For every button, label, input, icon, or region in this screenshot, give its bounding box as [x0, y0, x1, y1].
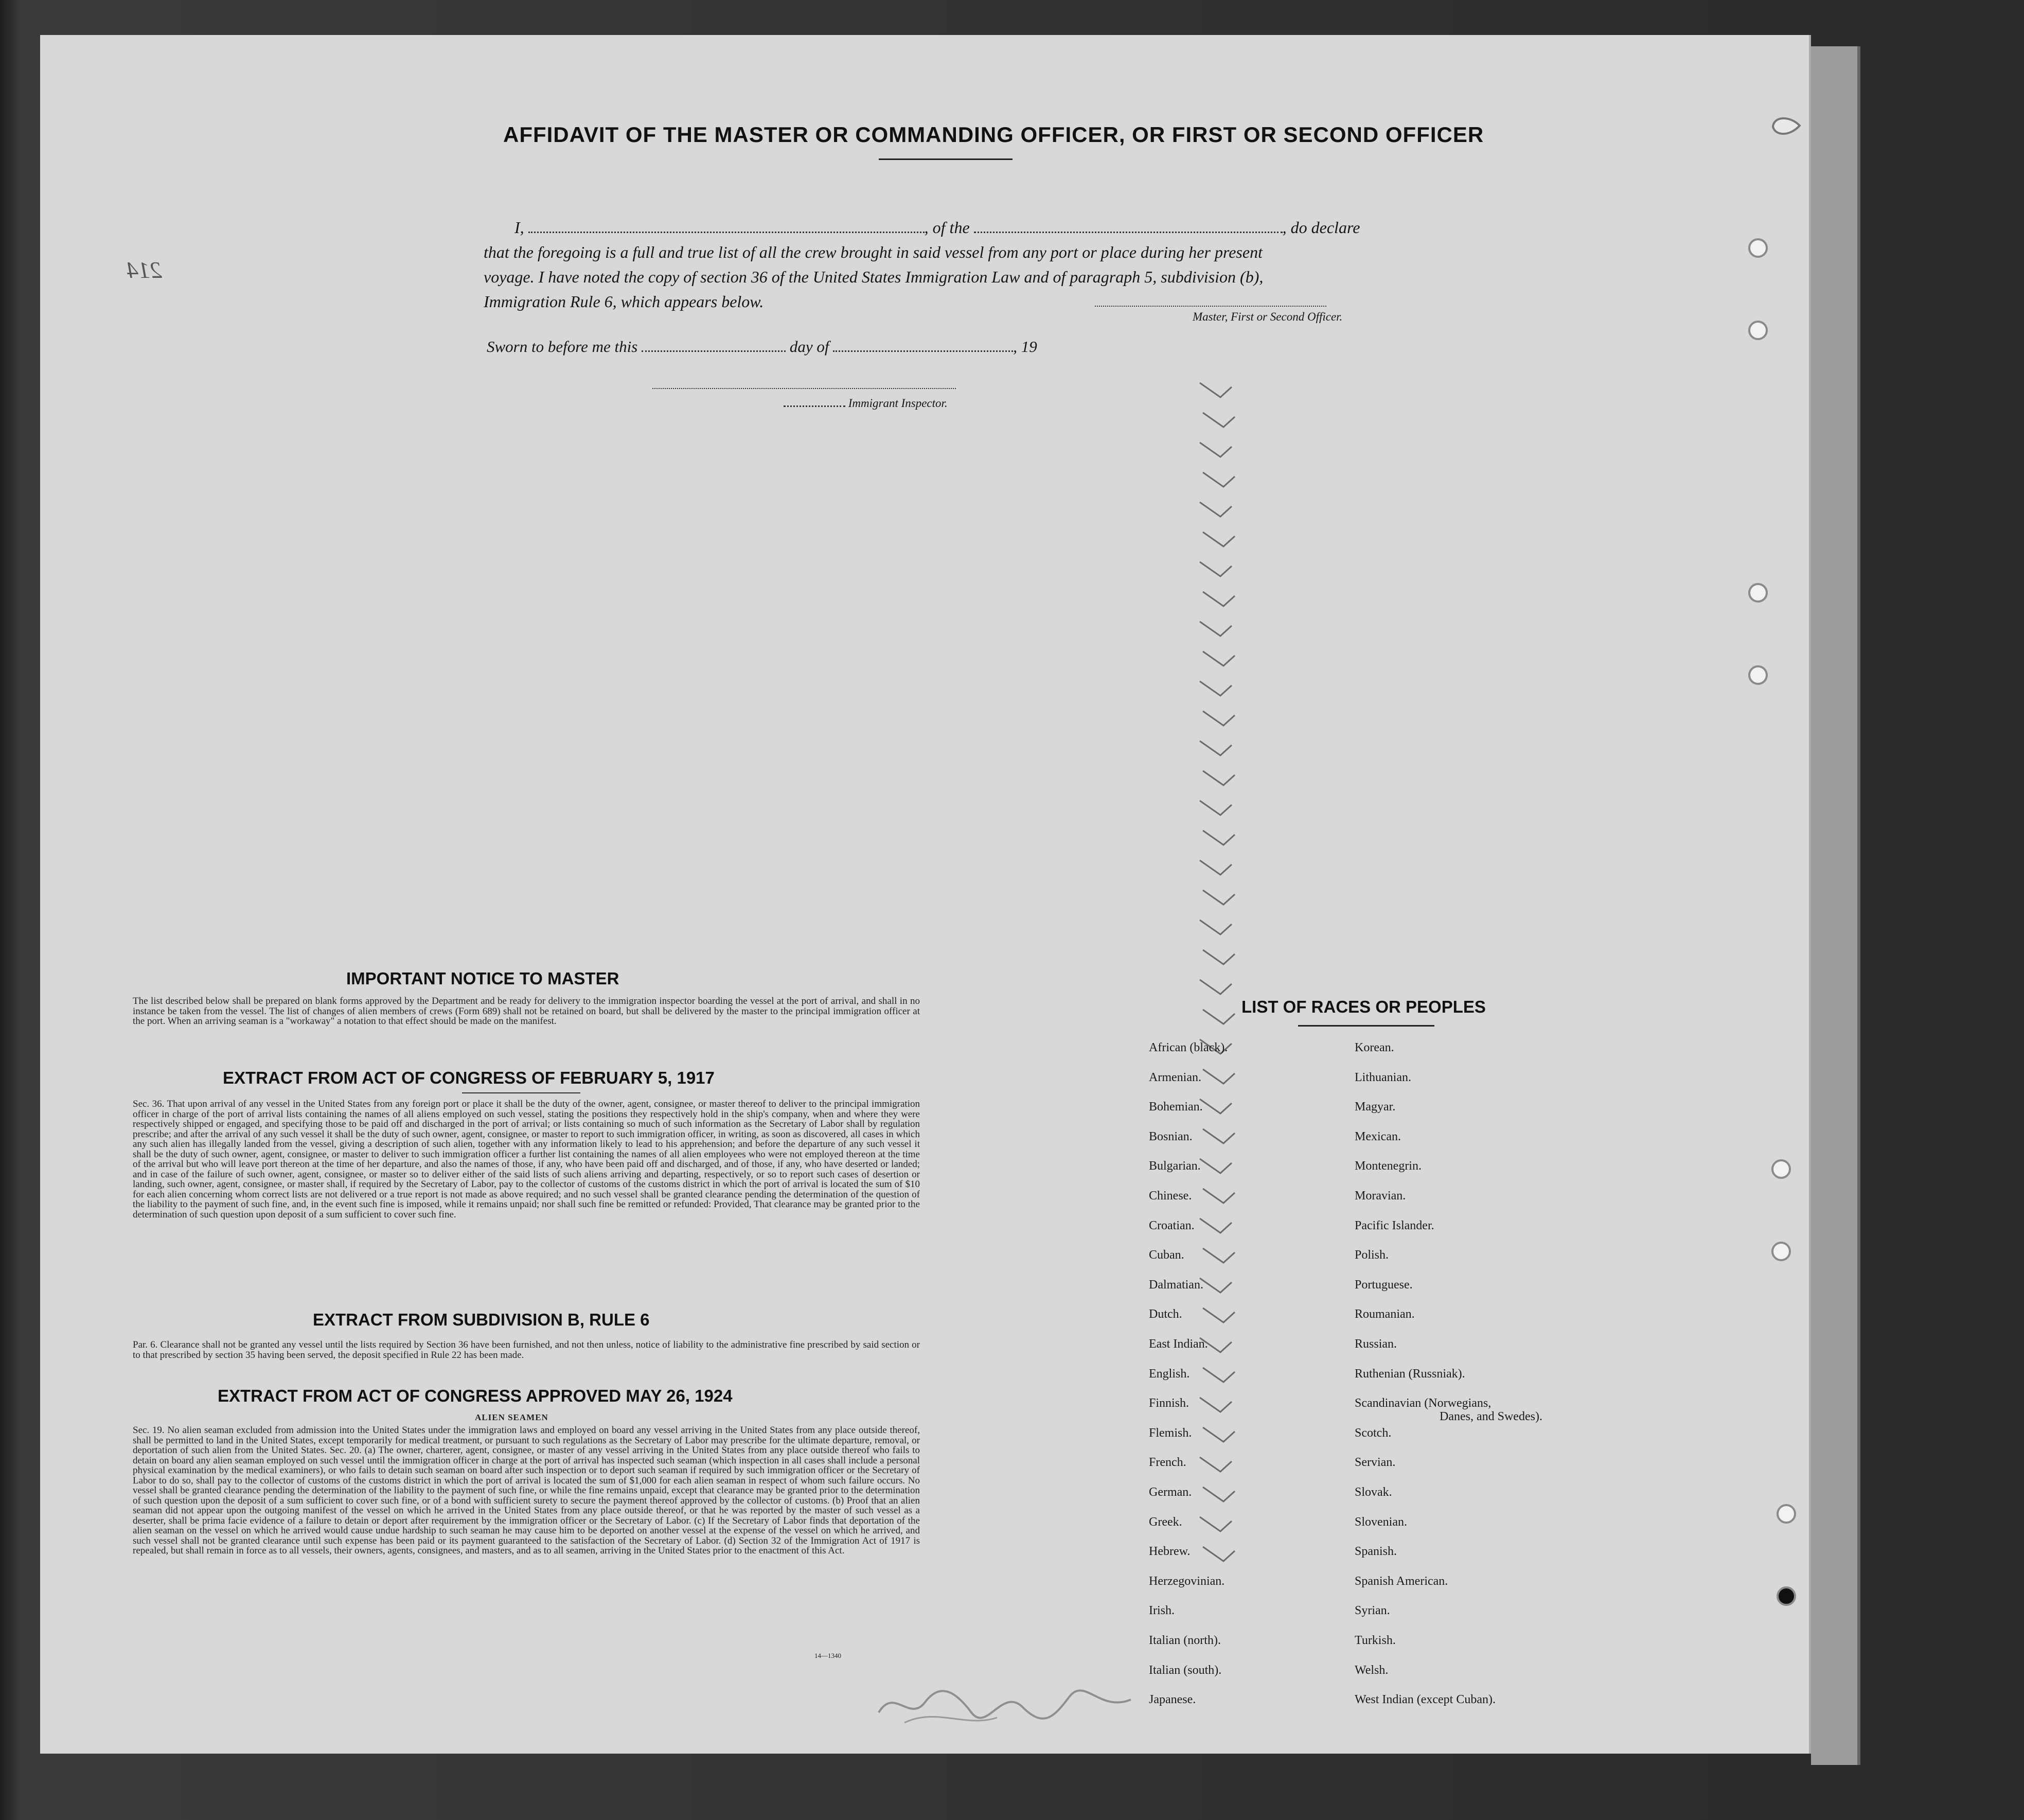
race-item: Moravian. [1355, 1189, 1406, 1203]
race-item: Bulgarian. [1149, 1159, 1201, 1173]
race-item: Magyar. [1355, 1100, 1396, 1114]
sworn-year: , 19 [1013, 338, 1037, 356]
race-item: Servian. [1355, 1456, 1396, 1470]
master-signature-line[interactable] [1095, 306, 1326, 307]
race-item: Japanese. [1149, 1693, 1196, 1707]
check-mark-icon [1198, 619, 1234, 639]
affidavit-title: AFFIDAVIT OF THE MASTER OR COMMANDING OFFICER, OR FIRST OR SECOND OFFICER [503, 122, 1484, 147]
notice-heading: IMPORTANT NOTICE TO MASTER [346, 969, 619, 988]
race-item: Ruthenian (Russniak). [1355, 1367, 1465, 1381]
check-mark-icon [1198, 439, 1234, 460]
extract-1924-heading: EXTRACT FROM ACT OF CONGRESS APPROVED MAY 26, 1924 [218, 1386, 733, 1405]
race-item: West Indian (except Cuban). [1355, 1693, 1496, 1707]
check-mark-icon [1198, 977, 1234, 997]
check-mark-icon [1201, 469, 1237, 490]
form-number: 14—1340 [814, 1652, 841, 1659]
check-mark-icon [1201, 708, 1237, 729]
binder-hole [1777, 1504, 1796, 1524]
race-item: Hebrew. [1149, 1545, 1191, 1559]
check-mark-icon [1198, 559, 1234, 579]
race-item: Armenian. [1149, 1070, 1201, 1084]
race-item: Bohemian. [1149, 1100, 1203, 1114]
binder-hole [1748, 665, 1768, 685]
check-mark-icon [1201, 1126, 1237, 1146]
races-heading: LIST OF RACES OR PEOPLES [1241, 997, 1486, 1016]
check-mark-icon [1198, 1394, 1234, 1415]
check-mark-icon [1198, 857, 1234, 878]
check-mark-icon [1201, 589, 1237, 609]
title-underline [879, 158, 1013, 160]
check-mark-icon [1201, 1066, 1237, 1087]
margin-number: 214 [127, 257, 162, 283]
check-mark-icon [1201, 1424, 1237, 1445]
binder-hole [1748, 583, 1768, 603]
check-mark-icon [1201, 529, 1237, 550]
underlying-page-edge [1811, 46, 1860, 1765]
check-mark-icon [1201, 1186, 1237, 1206]
race-item: Roumanian. [1355, 1307, 1415, 1321]
race-item: Portuguese. [1355, 1278, 1413, 1292]
race-item: Turkish. [1355, 1634, 1396, 1647]
race-item: Irish. [1149, 1604, 1175, 1618]
check-mark-icon [1201, 1484, 1237, 1505]
check-mark-icon [1201, 648, 1237, 669]
handwritten-signature-image [874, 1676, 1141, 1733]
race-item: Italian (south). [1149, 1663, 1222, 1677]
declaration-of-the: , of the [924, 218, 970, 237]
binder-hole [1748, 238, 1768, 258]
race-item: Welsh. [1355, 1663, 1389, 1677]
check-mark-icon [1201, 768, 1237, 788]
races-underline [1298, 1025, 1434, 1027]
declaration-line-1 [484, 215, 1461, 240]
check-mark-icon [1198, 917, 1234, 938]
check-mark-icon [1198, 1215, 1234, 1236]
sworn-line [487, 338, 1037, 356]
race-item: Montenegrin. [1355, 1159, 1422, 1173]
binder-hole [1771, 1159, 1791, 1179]
check-mark-icon [1198, 678, 1234, 699]
check-mark-icon [1201, 1006, 1237, 1027]
check-mark-icon [1201, 887, 1237, 908]
declaration-block [484, 215, 1461, 314]
race-item: Dalmatian. [1149, 1278, 1203, 1292]
inspector-label-row [784, 397, 948, 410]
extract-rule6-body: Par. 6. Clearance shall not be granted any vessel until the lists required by Section 36 have been furnished, and not then unless, notice of liability to the administrative fine prescribed by said section or to that prescribed by section 35 having been served, the deposit specified in Rule 22 has been made. [133, 1339, 920, 1360]
check-mark-icon [1198, 738, 1234, 758]
check-mark-icon [1198, 1156, 1234, 1176]
check-mark-icon [1201, 1305, 1237, 1326]
corner-mark-icon [1769, 111, 1805, 142]
check-mark-icon [1198, 798, 1234, 818]
sworn-prefix: Sworn to before me this [487, 338, 638, 356]
inspector-dots [784, 405, 845, 407]
race-item: French. [1149, 1456, 1186, 1470]
check-mark-icon [1198, 1454, 1234, 1475]
race-item: Spanish American. [1355, 1574, 1448, 1588]
declaration-line-3: voyage. I have noted the copy of section 36 of the United States Immigration Law and of paragraph 5, subdivision (b), [484, 268, 1264, 286]
check-mark-icon [1198, 1514, 1234, 1534]
notice-body: The list described below shall be prepared on blank forms approved by the Department and be ready for delivery to the immigration inspector boarding the vessel at the port of arrival, and shall in no instance be taken from the vessel. The list of changes of alien members of crews (Form 689) shall not be retained on board, but shall be delivered by the master to the principal immigration officer at the port. When an arriving seaman is a "workaway" a notation to that effect should be made on the manifest. [133, 996, 920, 1027]
race-item: Flemish. [1149, 1426, 1192, 1440]
name-blank[interactable] [528, 231, 925, 233]
extract-rule6-heading: EXTRACT FROM SUBDIVISION B, RULE 6 [313, 1310, 650, 1329]
race-item: Bosnian. [1149, 1129, 1193, 1143]
race-item: Mexican. [1355, 1129, 1401, 1143]
check-mark-icon [1198, 1096, 1234, 1117]
check-mark-icon [1201, 947, 1237, 967]
race-item: Polish. [1355, 1248, 1389, 1262]
extract-1917-heading: EXTRACT FROM ACT OF CONGRESS OF FEBRUARY 5, 1917 [223, 1068, 715, 1087]
race-scandinavian-continued: Danes, and Swedes). [1440, 1410, 1542, 1423]
master-signature-label: Master, First or Second Officer. [1193, 310, 1343, 323]
race-item: Lithuanian. [1355, 1070, 1411, 1084]
race-item: Scandinavian (Norwegians, [1355, 1397, 1492, 1410]
race-item: English. [1149, 1367, 1190, 1381]
race-item: Russian. [1355, 1337, 1397, 1351]
declaration-line-4: Immigration Rule 6, which appears below. [484, 292, 764, 311]
declaration-line-2: that the foregoing is a full and true list of all the crew brought in said vessel from any port or place during her present [484, 243, 1263, 261]
race-item: Finnish. [1149, 1397, 1189, 1410]
inspector-signature-line[interactable] [652, 388, 956, 389]
race-item: Pacific Islander. [1355, 1218, 1434, 1232]
sworn-month-blank[interactable] [833, 350, 1013, 352]
race-item: African (black). [1149, 1041, 1228, 1054]
vessel-blank[interactable] [974, 231, 1283, 233]
race-item: Chinese. [1149, 1189, 1192, 1203]
race-item: East Indian. [1149, 1337, 1208, 1351]
race-item: Italian (north). [1149, 1634, 1221, 1647]
race-item: Spanish. [1355, 1545, 1397, 1559]
document-page [40, 35, 1811, 1754]
check-mark-icon [1201, 1245, 1237, 1266]
race-item: Croatian. [1149, 1218, 1195, 1232]
race-item: Slovak. [1355, 1486, 1392, 1499]
extract-1924-subheading: ALIEN SEAMEN [475, 1412, 548, 1422]
sworn-day-blank[interactable] [642, 350, 786, 352]
race-item: Cuban. [1149, 1248, 1184, 1262]
declaration-do-declare: , do declare [1282, 218, 1360, 237]
extract-1917-body: Sec. 36. That upon arrival of any vessel in the United States from any foreign port or place it shall be the duty of the owner, agent, consignee, or master thereof to deliver to the principal immigration officer in charge of the port of arrival lists containing the names of all aliens employed on such vessel, stating the positions they respectively hold in the ship's company, when and where they were respectively shipped or engaged, and specifying those to be paid off and discharged in the port of arrival; or lists containing so much of such information as the Secretary of Labor shall by regulation prescribe; and after the arrival of any such vessel it shall be the duty of such owner, agent, consignee, or master to report to such immigration officer, in writing, as soon as discovered, all cases in which any such alien has illegally landed from the vessel, giving a description of such alien, together with any information likely to lead to his apprehension; and before the departure of any such vessel it shall be the duty of such owner, agent, consignee, or master to deliver to such immigration officer a further list containing the names of all alien employees who were not employed thereon at the time of the arrival but who will leave port thereon at the time of her departure, and also the names of those, if any, who have been paid off and discharged, and of those, if any, who have deserted or landed; and in case of the failure of such owner, agent, consignee, or master so to deliver either of the said lists of such aliens arriving and departing, respectively, or so to report such cases of desertion or landing, such owner, agent, consignee, or master shall, if required by the Secretary of Labor, pay to the collector of customs of the customs district in which the port of arrival is located the sum of $10 for each alien concerning whom correct lists are not delivered or a true report is not made as above required; and no such vessel shall be granted clearance pending the determination of the question of the liability to the payment of such fine, and, in the event such fine is imposed, while it remains unpaid; nor shall such fine be remitted or refunded: Provided, That clearance may be granted prior to the determination of such question upon deposit of a sum sufficient to cover such fine. [133, 1099, 920, 1220]
declaration-i: I, [514, 218, 524, 237]
sworn-day-of: day of [789, 338, 829, 356]
binder-hole [1771, 1242, 1791, 1261]
race-item: Korean. [1355, 1041, 1394, 1054]
race-item: Scotch. [1355, 1426, 1392, 1440]
check-mark-icon [1198, 499, 1234, 520]
check-mark-icon [1201, 1365, 1237, 1385]
race-item: Greek. [1149, 1515, 1182, 1529]
check-mark-icon [1201, 1544, 1237, 1564]
race-item: Herzegovinian. [1149, 1574, 1225, 1588]
binder-hole [1748, 321, 1768, 340]
binder-hole [1777, 1586, 1796, 1606]
race-item: Slovenian. [1355, 1515, 1407, 1529]
check-mark-icon [1198, 380, 1234, 400]
race-item: German. [1149, 1486, 1192, 1499]
race-item: Dutch. [1149, 1307, 1182, 1321]
extract-1917-underline [462, 1092, 580, 1093]
race-item: Syrian. [1355, 1604, 1390, 1618]
inspector-label: Immigrant Inspector. [848, 397, 948, 410]
check-mark-icon [1201, 410, 1237, 430]
extract-1924-body: Sec. 19. No alien seaman excluded from admission into the United States under the immigration laws and employed on board any vessel arriving in the United States from any place outside thereof, shall be permitted to land in the United States, except temporarily for medical treatment, or pursuant to such regulations as the Secretary of Labor may prescribe for the ultimate departure, removal, or deportation of such alien from the United States. Sec. 20. (a) The owner, charterer, agent, consignee, or master of any vessel arriving in the United States from any place outside thereof who fails to detain on board any alien seaman employed on such vessel until the immigration officer in charge at the port of arrival has inspected such seaman (which inspection in all cases shall include a personal physical examination by the medical examiners), or who fails to detain such seaman on board after such inspection or to deport such seaman if required by such immigration officer or the Secretary of Labor to do so, shall pay to the collector of customs of the customs district in which the port of arrival is located the sum of $1,000 for each alien seaman in respect of whom such failure occurs. No vessel shall be granted clearance pending the determination of the liability to the payment of such fine, or while the fine remains unpaid, except that clearance may be granted prior to the determination of such question upon the deposit of a sum sufficient to cover such fine, or of a bond with sufficient surety to secure the payment thereof approved by the collector of customs. (b) Proof that an alien seaman did not appear upon the outgoing manifest of the vessel on which he arrived in the United States from any place outside thereof, or that he was reported by the master of such vessel as a deserter, shall be prima facie evidence of a failure to detain or deport after requirement by the immigration officer or the Secretary of Labor. (c) If the Secretary of Labor finds that deportation of the alien seaman on the vessel on which he arrived would cause undue hardship to such seaman he may cause him to be deported on another vessel at the expense of the vessel on which he arrived, and such vessel shall not be granted clearance until such expense has been paid or its payment guaranteed to the satisfaction of the Secretary of Labor. (d) Section 32 of the Immigration Act of 1917 is repealed, but shall remain in force as to all vessels, their owners, agents, consignees, and masters, and as to all seamen, arriving in the United States prior to the enactment of this Act. [133, 1425, 920, 1556]
check-mark-icon [1201, 827, 1237, 848]
